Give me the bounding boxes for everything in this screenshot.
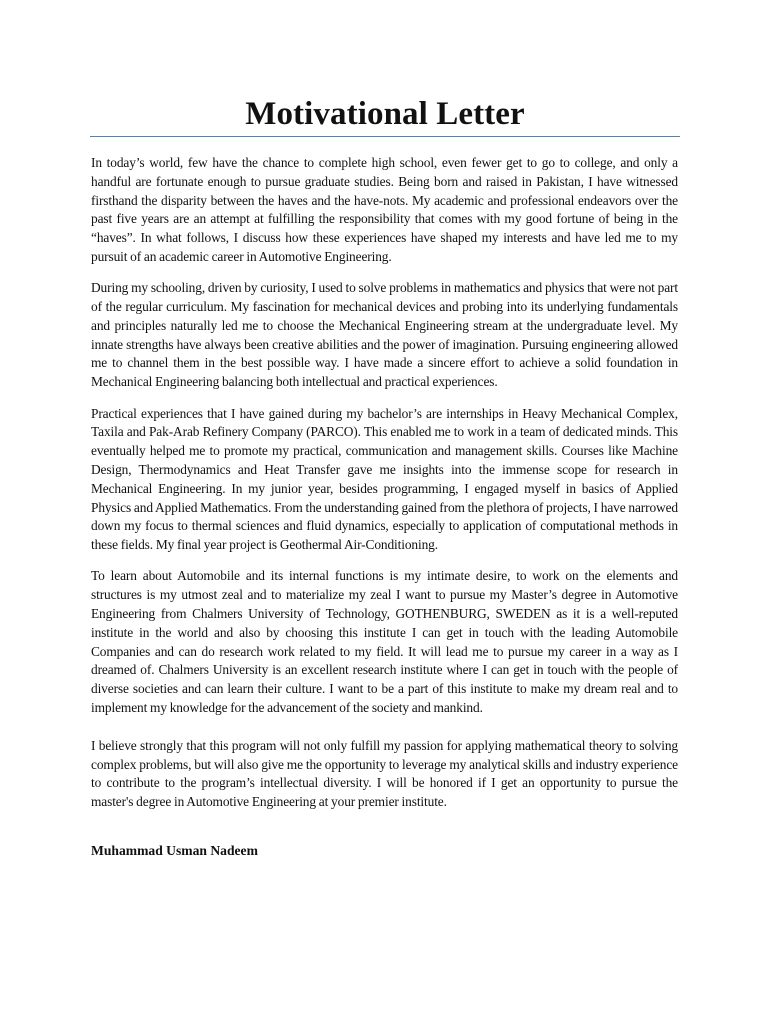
title-underline-rule — [90, 136, 680, 137]
paragraph-introduction: In today’s world, few have the chance to complete high school, even fewer get to go to college, and only a handful are fortunate enough to pursue graduate studies. Being born and raised in Pakistan, I have witnessed firsthand the disparity between the haves and the have-nots. My academic and professional endeavors over the past five years are an attempt at fulfilling the responsibility that comes with my good fortune of being in the “haves”. In what follows, I discuss how these experiences have shaped my interests and have led me to my pursuit of an academic career in Automotive Engineering. — [91, 155, 678, 264]
signature-name: Muhammad Usman Nadeem — [91, 843, 258, 858]
paragraph-schooling: During my schooling, driven by curiosity, I used to solve problems in mathematics and physics that were not part of the regular curriculum. My fascination for mechanical devices and probing into its underlying fundamentals and principles naturally led me to choose the Mechanical Engineering stream at the undergraduate level. My innate strengths have always been creative abilities and the power of imagination. Pursuing engineering allowed me to channel them in the best possible way. I have made a sincere effort to achieve a solid foundation in Mechanical Engineering balancing both intellectual and practical experiences. — [91, 280, 678, 390]
paragraph-conclusion: I believe strongly that this program will not only fulfill my passion for applying mathematical theory to solving complex problems, but will also give me the opportunity to leverage my analytical skills and industry experience to contribute to the program’s intellectual diversity. I will be honored if I get an opportunity to pursue the master's degree in Automotive Engineering at your premier institute. — [91, 737, 678, 810]
paragraph-practical-experience: Practical experiences that I have gained during my bachelor’s are internships in Heavy Mechanical Complex, Taxila and Pak-Arab Refinery Company (PARCO). This enabled me to work in a team of dedicated minds. This eventually helped me to promote my practical, communication and management skills. Courses like Machine Design, Thermodynamics and Heat Transfer gave me insights into the immense scope for research in Mechanical Engineering. In my junior year, besides programming, I engaged myself in basics of Applied Physics and Applied Mathematics. From the understanding gained from the plethora of projects, I have narrowed down my focus to thermal sciences and fluid dynamics, especially to application of computational methods in these fields. My final year project is Geothermal Air-Conditioning. — [91, 405, 678, 553]
paragraph-automotive-goal: To learn about Automobile and its internal functions is my intimate desire, to work on the elements and structures is my utmost zeal and to materialize my zeal I want to pursue my Master’s degree in Automotive Engineering from Chalmers University of Technology, GOTHENBURG, SWEDEN as it is a well-reputed institute in the world and also by choosing this institute I can get in touch with the leading Automobile Companies and can do research work related to my field. It will lead me to pursue my career in a way as I dreamed of. Chalmers University is an excellent research institute where I can get in touch with the people of diverse societies and can learn their culture. I want to be a part of this institute to make my dream real and to implement my knowledge for the advancement of the society and mankind. — [91, 568, 678, 716]
document-title: Motivational Letter — [245, 96, 525, 132]
letter-body — [91, 154, 678, 860]
